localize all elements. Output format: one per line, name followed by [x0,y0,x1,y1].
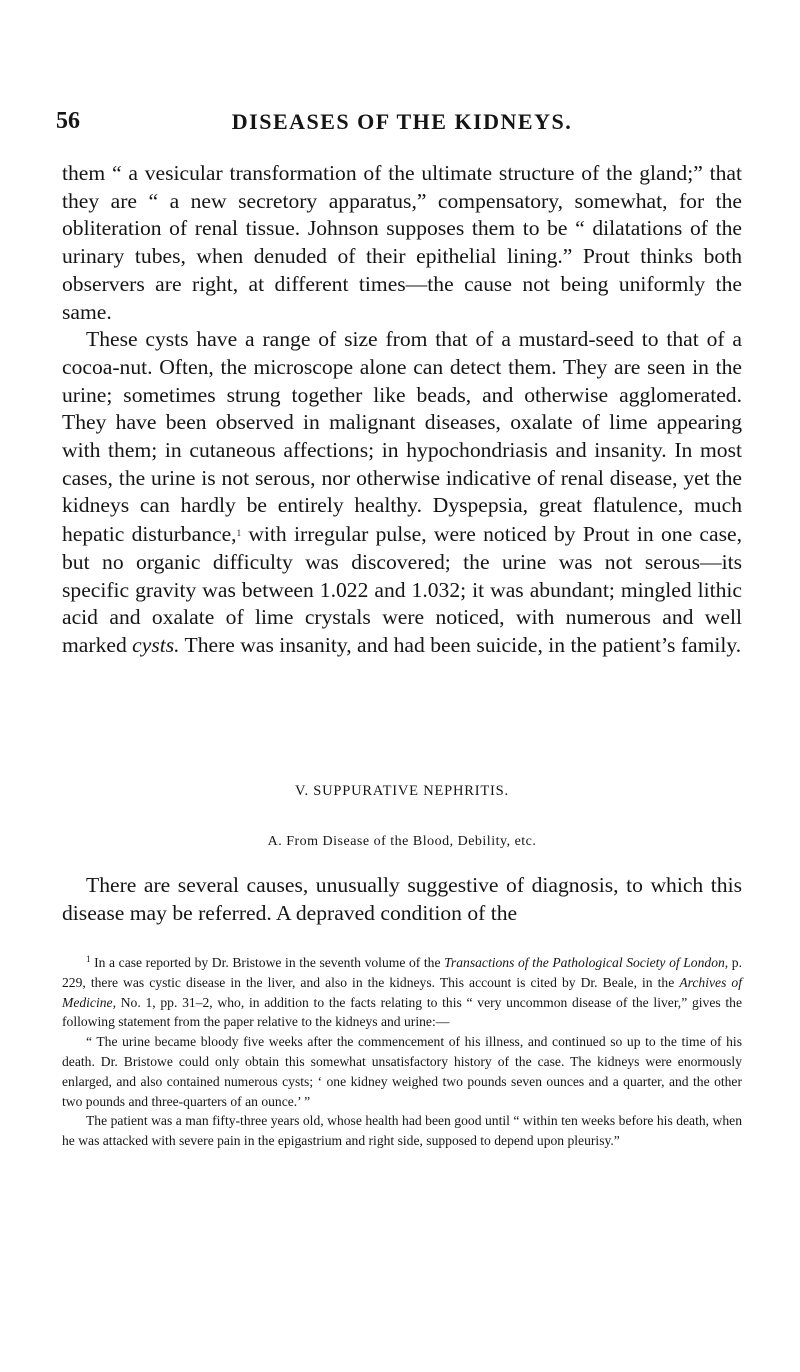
footnote-1: $^1$ In a case reported by Dr. Bristowe in the seventh volume of the Transactions of the Pathological Society of London, p. 229, there was cystic disease in the liver, and also in the kidneys. This account is cited by Dr. Beale, in the Archives of Medicine, No. 1, pp. 31–2, who, in addition to the facts relating to this “ very uncommon disease of the liver,” gives the following statement from the paper relative to the kidneys and urine:— [62,954,743,1030]
italic-cysts: cysts. [132,632,180,657]
running-title: DISEASES OF THE KIDNEYS. [231,109,573,134]
section-heading: V. SUPPURATIVE NEPHRITIS. [295,783,509,799]
footnote-marker: 1 [86,954,91,964]
paragraph-causes: There are several causes, unusually suggestive of diagnosis, to which this disease may be referred. A depraved condition of the [62,873,742,925]
footnote-reference: 1 [236,528,242,539]
section-text [62,872,742,927]
paragraph-continuation: them “ a vesicular transformation of the ultimate structure of the gland;” that they are “ a new secretory apparatus,” compensatory, somewhat, for the obliteration of renal tissue. Johnson supposes them to be “ dilatations of the urinary tubes, when denuded of their epithelial lining.” Prout thinks both observers are right, at different times—the cause not being uniformly the same. [62,161,742,324]
page-number: 56 [56,108,80,134]
main-text [62,160,742,660]
subsection-heading: A. From Disease of the Blood, Debility, etc. [267,834,537,849]
footnotes [62,950,742,1151]
footnote-quote: “ The urine became bloody five weeks after the commencement of his illness, and continued so up to the time of his death. Dr. Bristowe could only obtain this somewhat unsatisfactory history of the case. The kidneys were enormously enlarged, and also contained numerous cysts; ‘ one kidney weighed two pounds seven ounces and a quarter, and the other two pounds and three-quarters of an ounce.’ ” [62,1034,742,1109]
footnote-patient: The patient was a man fifty-three years old, whose health had been good until “ within ten weeks before his death, when he was attacked with severe pain in the epigastrium and right side, supposed to depend upon pleurisy.” [62,1113,742,1149]
running-head [56,108,742,144]
paragraph-cysts: These cysts have a range of size from that of a mustard-seed to that of a cocoa-nut. Often, the microscope alone can detect them. They are seen in the urine; sometimes strung together like beads, and otherwise agglomerated. They have been observed in malignant diseases, oxalate of lime appearing with them; in cutaneous affections; in hypochondriasis and insanity. In most cases, the urine is not serous, nor otherwise indicative of renal disease, yet the kidneys can hardly be entirely healthy. Dyspepsia, great flatulence, much hepatic disturbance,$^1$ with irregular pulse, were noticed by Prout in one case, but no organic difficulty was discovered; the urine was not serous—its specific gravity was between 1.022 and 1.032; it was abundant; mingled lithic acid and oxalate of lime crystals were noticed, with numerous and well marked cysts. There was insanity, and had been suicide, in the patient’s family. [62,327,742,657]
